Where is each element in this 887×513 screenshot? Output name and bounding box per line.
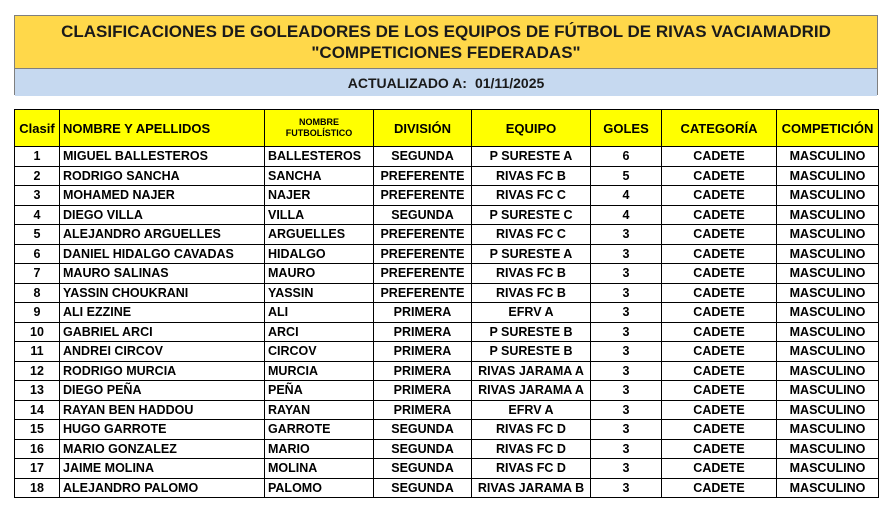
cell-goals: 3 [591, 225, 662, 245]
cell-competition: MASCULINO [777, 166, 879, 186]
cell-full-name: GABRIEL ARCI [60, 322, 265, 342]
cell-rank: 7 [15, 264, 60, 284]
col-header-competition: COMPETICIÓN [777, 110, 879, 147]
cell-division: PREFERENTE [374, 166, 472, 186]
cell-full-name: DANIEL HIDALGO CAVADAS [60, 244, 265, 264]
cell-division: PRIMERA [374, 322, 472, 342]
cell-goals: 3 [591, 381, 662, 401]
cell-competition: MASCULINO [777, 244, 879, 264]
table-row [15, 459, 879, 479]
cell-goals: 3 [591, 322, 662, 342]
table-row [15, 420, 879, 440]
table-header-row [15, 110, 879, 147]
table-row [15, 264, 879, 284]
cell-team: P SURESTE B [472, 322, 591, 342]
cell-team: P SURESTE C [472, 205, 591, 225]
cell-goals: 3 [591, 342, 662, 362]
report-title [15, 16, 877, 69]
cell-division: SEGUNDA [374, 439, 472, 459]
cell-competition: MASCULINO [777, 303, 879, 323]
cell-division: SEGUNDA [374, 478, 472, 498]
col-header-football-name: NOMBRE FUTBOLÍSTICO [265, 110, 374, 147]
cell-football-name: ARGUELLES [265, 225, 374, 245]
report-header [14, 15, 878, 95]
scorers-table [14, 109, 879, 498]
cell-rank: 18 [15, 478, 60, 498]
cell-rank: 14 [15, 400, 60, 420]
cell-team: P SURESTE A [472, 147, 591, 167]
cell-football-name: ALI [265, 303, 374, 323]
cell-full-name: JAIME MOLINA [60, 459, 265, 479]
cell-full-name: ANDREI CIRCOV [60, 342, 265, 362]
cell-category: CADETE [662, 166, 777, 186]
cell-category: CADETE [662, 205, 777, 225]
cell-category: CADETE [662, 439, 777, 459]
cell-goals: 3 [591, 478, 662, 498]
cell-rank: 1 [15, 147, 60, 167]
cell-team: RIVAS FC D [472, 459, 591, 479]
cell-category: CADETE [662, 400, 777, 420]
col-header-team: EQUIPO [472, 110, 591, 147]
cell-division: PRIMERA [374, 381, 472, 401]
cell-category: CADETE [662, 264, 777, 284]
cell-division: PRIMERA [374, 361, 472, 381]
cell-category: CADETE [662, 225, 777, 245]
cell-goals: 3 [591, 400, 662, 420]
col-header-rank: Clasif [15, 110, 60, 147]
cell-football-name: PALOMO [265, 478, 374, 498]
cell-goals: 3 [591, 420, 662, 440]
cell-division: PRIMERA [374, 342, 472, 362]
col-header-category: CATEGORÍA [662, 110, 777, 147]
cell-team: RIVAS JARAMA A [472, 381, 591, 401]
cell-football-name: RAYAN [265, 400, 374, 420]
cell-goals: 3 [591, 361, 662, 381]
cell-full-name: MAURO SALINAS [60, 264, 265, 284]
cell-division: PRIMERA [374, 400, 472, 420]
cell-football-name: HIDALGO [265, 244, 374, 264]
cell-football-name: GARROTE [265, 420, 374, 440]
cell-competition: MASCULINO [777, 420, 879, 440]
cell-competition: MASCULINO [777, 322, 879, 342]
cell-rank: 9 [15, 303, 60, 323]
cell-football-name: PEÑA [265, 381, 374, 401]
table-row [15, 439, 879, 459]
cell-competition: MASCULINO [777, 264, 879, 284]
cell-team: P SURESTE A [472, 244, 591, 264]
cell-full-name: HUGO GARROTE [60, 420, 265, 440]
cell-full-name: MARIO GONZALEZ [60, 439, 265, 459]
cell-team: RIVAS FC B [472, 283, 591, 303]
cell-full-name: ALEJANDRO ARGUELLES [60, 225, 265, 245]
cell-rank: 2 [15, 166, 60, 186]
cell-rank: 8 [15, 283, 60, 303]
cell-full-name: DIEGO VILLA [60, 205, 265, 225]
cell-competition: MASCULINO [777, 283, 879, 303]
table-row [15, 322, 879, 342]
cell-football-name: BALLESTEROS [265, 147, 374, 167]
cell-competition: MASCULINO [777, 342, 879, 362]
updated-bar [15, 69, 877, 96]
table-row [15, 361, 879, 381]
cell-football-name: NAJER [265, 186, 374, 206]
cell-goals: 4 [591, 205, 662, 225]
cell-full-name: DIEGO PEÑA [60, 381, 265, 401]
cell-category: CADETE [662, 147, 777, 167]
cell-goals: 3 [591, 303, 662, 323]
table-row [15, 186, 879, 206]
cell-team: RIVAS FC B [472, 166, 591, 186]
cell-full-name: RAYAN BEN HADDOU [60, 400, 265, 420]
cell-team: RIVAS FC C [472, 225, 591, 245]
cell-football-name: CIRCOV [265, 342, 374, 362]
table-row [15, 381, 879, 401]
cell-competition: MASCULINO [777, 381, 879, 401]
cell-category: CADETE [662, 186, 777, 206]
cell-goals: 3 [591, 244, 662, 264]
table-row [15, 342, 879, 362]
cell-full-name: ALEJANDRO PALOMO [60, 478, 265, 498]
cell-division: PREFERENTE [374, 244, 472, 264]
cell-goals: 4 [591, 186, 662, 206]
cell-football-name: MOLINA [265, 459, 374, 479]
cell-rank: 5 [15, 225, 60, 245]
cell-competition: MASCULINO [777, 225, 879, 245]
cell-category: CADETE [662, 342, 777, 362]
cell-competition: MASCULINO [777, 439, 879, 459]
cell-team: EFRV A [472, 400, 591, 420]
cell-category: CADETE [662, 244, 777, 264]
cell-rank: 3 [15, 186, 60, 206]
cell-team: EFRV A [472, 303, 591, 323]
table-row [15, 400, 879, 420]
table-row [15, 225, 879, 245]
table-row [15, 478, 879, 498]
cell-team: RIVAS JARAMA B [472, 478, 591, 498]
cell-full-name: RODRIGO SANCHA [60, 166, 265, 186]
cell-goals: 3 [591, 264, 662, 284]
cell-rank: 6 [15, 244, 60, 264]
col-header-goals: GOLES [591, 110, 662, 147]
cell-team: RIVAS FC D [472, 439, 591, 459]
cell-rank: 15 [15, 420, 60, 440]
cell-rank: 12 [15, 361, 60, 381]
cell-football-name: SANCHA [265, 166, 374, 186]
cell-division: SEGUNDA [374, 147, 472, 167]
updated-date: 01/11/2025 [474, 74, 545, 91]
cell-category: CADETE [662, 283, 777, 303]
cell-full-name: MIGUEL BALLESTEROS [60, 147, 265, 167]
cell-category: CADETE [662, 459, 777, 479]
cell-category: CADETE [662, 478, 777, 498]
cell-division: PRIMERA [374, 303, 472, 323]
cell-rank: 16 [15, 439, 60, 459]
cell-team: RIVAS JARAMA A [472, 361, 591, 381]
cell-division: SEGUNDA [374, 420, 472, 440]
cell-football-name: MARIO [265, 439, 374, 459]
cell-football-name: ARCI [265, 322, 374, 342]
cell-goals: 3 [591, 283, 662, 303]
cell-category: CADETE [662, 381, 777, 401]
title-line-1: CLASIFICACIONES DE GOLEADORES DE LOS EQUIPOS DE FÚTBOL DE RIVAS VACIAMADRID [61, 22, 831, 41]
cell-team: RIVAS FC B [472, 264, 591, 284]
col-header-full-name: NOMBRE Y APELLIDOS [60, 110, 265, 147]
cell-division: PREFERENTE [374, 225, 472, 245]
cell-football-name: VILLA [265, 205, 374, 225]
cell-team: P SURESTE B [472, 342, 591, 362]
table-row [15, 244, 879, 264]
cell-division: PREFERENTE [374, 283, 472, 303]
cell-goals: 5 [591, 166, 662, 186]
cell-football-name: MURCIA [265, 361, 374, 381]
cell-category: CADETE [662, 420, 777, 440]
table-row [15, 283, 879, 303]
cell-team: RIVAS FC C [472, 186, 591, 206]
cell-division: PREFERENTE [374, 186, 472, 206]
table-body [15, 147, 879, 498]
cell-rank: 13 [15, 381, 60, 401]
cell-team: RIVAS FC D [472, 420, 591, 440]
cell-competition: MASCULINO [777, 147, 879, 167]
cell-competition: MASCULINO [777, 205, 879, 225]
cell-category: CADETE [662, 361, 777, 381]
cell-football-name: YASSIN [265, 283, 374, 303]
cell-competition: MASCULINO [777, 478, 879, 498]
cell-full-name: ALI EZZINE [60, 303, 265, 323]
cell-category: CADETE [662, 322, 777, 342]
cell-competition: MASCULINO [777, 186, 879, 206]
cell-competition: MASCULINO [777, 400, 879, 420]
cell-goals: 6 [591, 147, 662, 167]
col-header-division: DIVISIÓN [374, 110, 472, 147]
cell-goals: 3 [591, 439, 662, 459]
cell-rank: 17 [15, 459, 60, 479]
cell-category: CADETE [662, 303, 777, 323]
cell-goals: 3 [591, 459, 662, 479]
cell-rank: 11 [15, 342, 60, 362]
cell-football-name: MAURO [265, 264, 374, 284]
table-row [15, 166, 879, 186]
cell-division: PREFERENTE [374, 264, 472, 284]
cell-full-name: YASSIN CHOUKRANI [60, 283, 265, 303]
cell-competition: MASCULINO [777, 361, 879, 381]
cell-division: SEGUNDA [374, 205, 472, 225]
cell-division: SEGUNDA [374, 459, 472, 479]
cell-rank: 10 [15, 322, 60, 342]
cell-full-name: MOHAMED NAJER [60, 186, 265, 206]
title-line-2: "COMPETICIONES FEDERADAS" [311, 43, 581, 62]
cell-full-name: RODRIGO MURCIA [60, 361, 265, 381]
table-row [15, 303, 879, 323]
table-row [15, 147, 879, 167]
cell-rank: 4 [15, 205, 60, 225]
updated-label: ACTUALIZADO A: [347, 74, 467, 91]
cell-competition: MASCULINO [777, 459, 879, 479]
table-row [15, 205, 879, 225]
